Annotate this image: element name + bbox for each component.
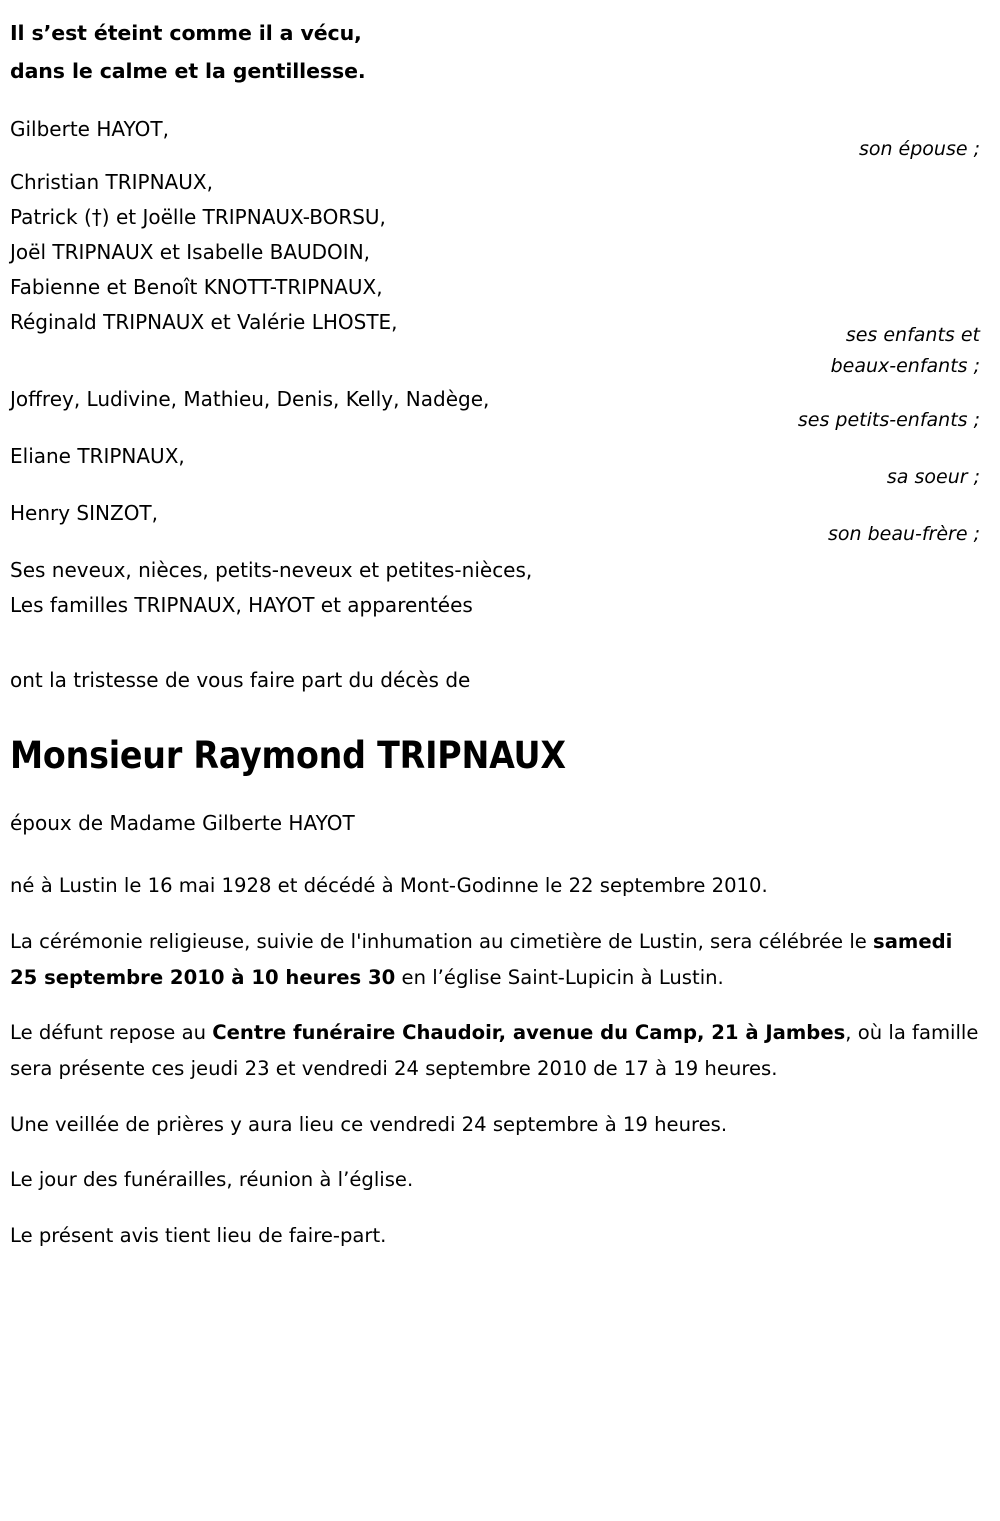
relation-label-children-2: beaux-enfants ; xyxy=(830,355,980,377)
survivor-name: Fabienne et Benoît KNOTT-TRIPNAUX, xyxy=(10,275,383,299)
survivor-group-sister xyxy=(10,439,990,488)
survivor-name: Ses neveux, nièces, petits-neveux et petites-nièces, xyxy=(10,558,533,582)
ceremony-datetime: samedi 25 septembre 2010 à 10 heures 30 xyxy=(10,929,953,989)
survivor-name: Henry SINZOT, xyxy=(10,501,159,525)
epitaph-line-2: dans le calme et la gentillesse. xyxy=(10,59,366,83)
relation-label-brother-in-law: son beau-frère ; xyxy=(827,523,980,545)
survivor-name: Joffrey, Ludivine, Mathieu, Denis, Kelly, Nadège, xyxy=(10,387,490,411)
ceremony-text-after: en l’église Saint-Lupicin à Lustin. xyxy=(395,965,724,989)
ceremony-paragraph xyxy=(10,924,982,996)
epitaph-line-1: Il s’est éteint comme il a vécu, xyxy=(10,21,362,45)
relation-label-sister: sa soeur ; xyxy=(886,466,980,488)
vigil-paragraph: Une veillée de prières y aura lieu ce vendredi 24 septembre à 19 heures. xyxy=(10,1112,728,1136)
relation-label-spouse: son épouse ; xyxy=(858,138,980,160)
transition-line: ont la tristesse de vous faire part du décès de xyxy=(10,668,471,692)
survivors-section xyxy=(0,112,1000,623)
survivor-name: Eliane TRIPNAUX, xyxy=(10,444,185,468)
survivor-name: Patrick (†) et Joëlle TRIPNAUX-BORSU, xyxy=(10,205,386,229)
survivor-name: Christian TRIPNAUX, xyxy=(10,170,213,194)
birth-death-paragraph: né à Lustin le 16 mai 1928 et décédé à Mont-Godinne le 22 septembre 2010. xyxy=(10,874,768,897)
repose-text-before: Le défunt repose au xyxy=(10,1021,213,1045)
relation-label-grandchildren: ses petits-enfants ; xyxy=(797,409,980,431)
survivor-group-brother-in-law xyxy=(10,496,990,545)
details-section xyxy=(0,868,1000,1254)
survivor-name: Les familles TRIPNAUX, HAYOT et apparentées xyxy=(10,593,473,617)
funeral-home-address: Centre funéraire Chaudoir, avenue du Camp, 21 à Jambes xyxy=(212,1021,846,1045)
spouse-of-line: époux de Madame Gilberte HAYOT xyxy=(10,811,355,835)
survivor-group-grandchildren xyxy=(10,382,990,431)
repose-text-after: , où la famille sera présente ces jeudi 23 et vendredi 24 septembre 2010 de 17 à 19 heures. xyxy=(10,1021,979,1081)
survivor-group-children xyxy=(10,165,990,377)
epitaph xyxy=(0,0,1000,90)
deceased-name-heading: Monsieur Raymond TRIPNAUX xyxy=(10,734,566,777)
survivor-group-extended-family xyxy=(10,553,990,623)
survivor-name: Joël TRIPNAUX et Isabelle BAUDOIN, xyxy=(10,240,371,264)
gathering-paragraph: Le jour des funérailles, réunion à l’église. xyxy=(10,1168,414,1192)
relation-label-children-1: ses enfants et xyxy=(845,324,980,346)
notice-paragraph: Le présent avis tient lieu de faire-part. xyxy=(10,1223,387,1247)
ceremony-text-before: La cérémonie religieuse, suivie de l'inhumation au cimetière de Lustin, sera célébrée le xyxy=(10,929,874,953)
survivor-name: Réginald TRIPNAUX et Valérie LHOSTE, xyxy=(10,310,398,334)
repose-paragraph xyxy=(10,1015,982,1087)
survivor-group-spouse xyxy=(10,112,990,160)
survivor-name: Gilberte HAYOT, xyxy=(10,117,169,141)
